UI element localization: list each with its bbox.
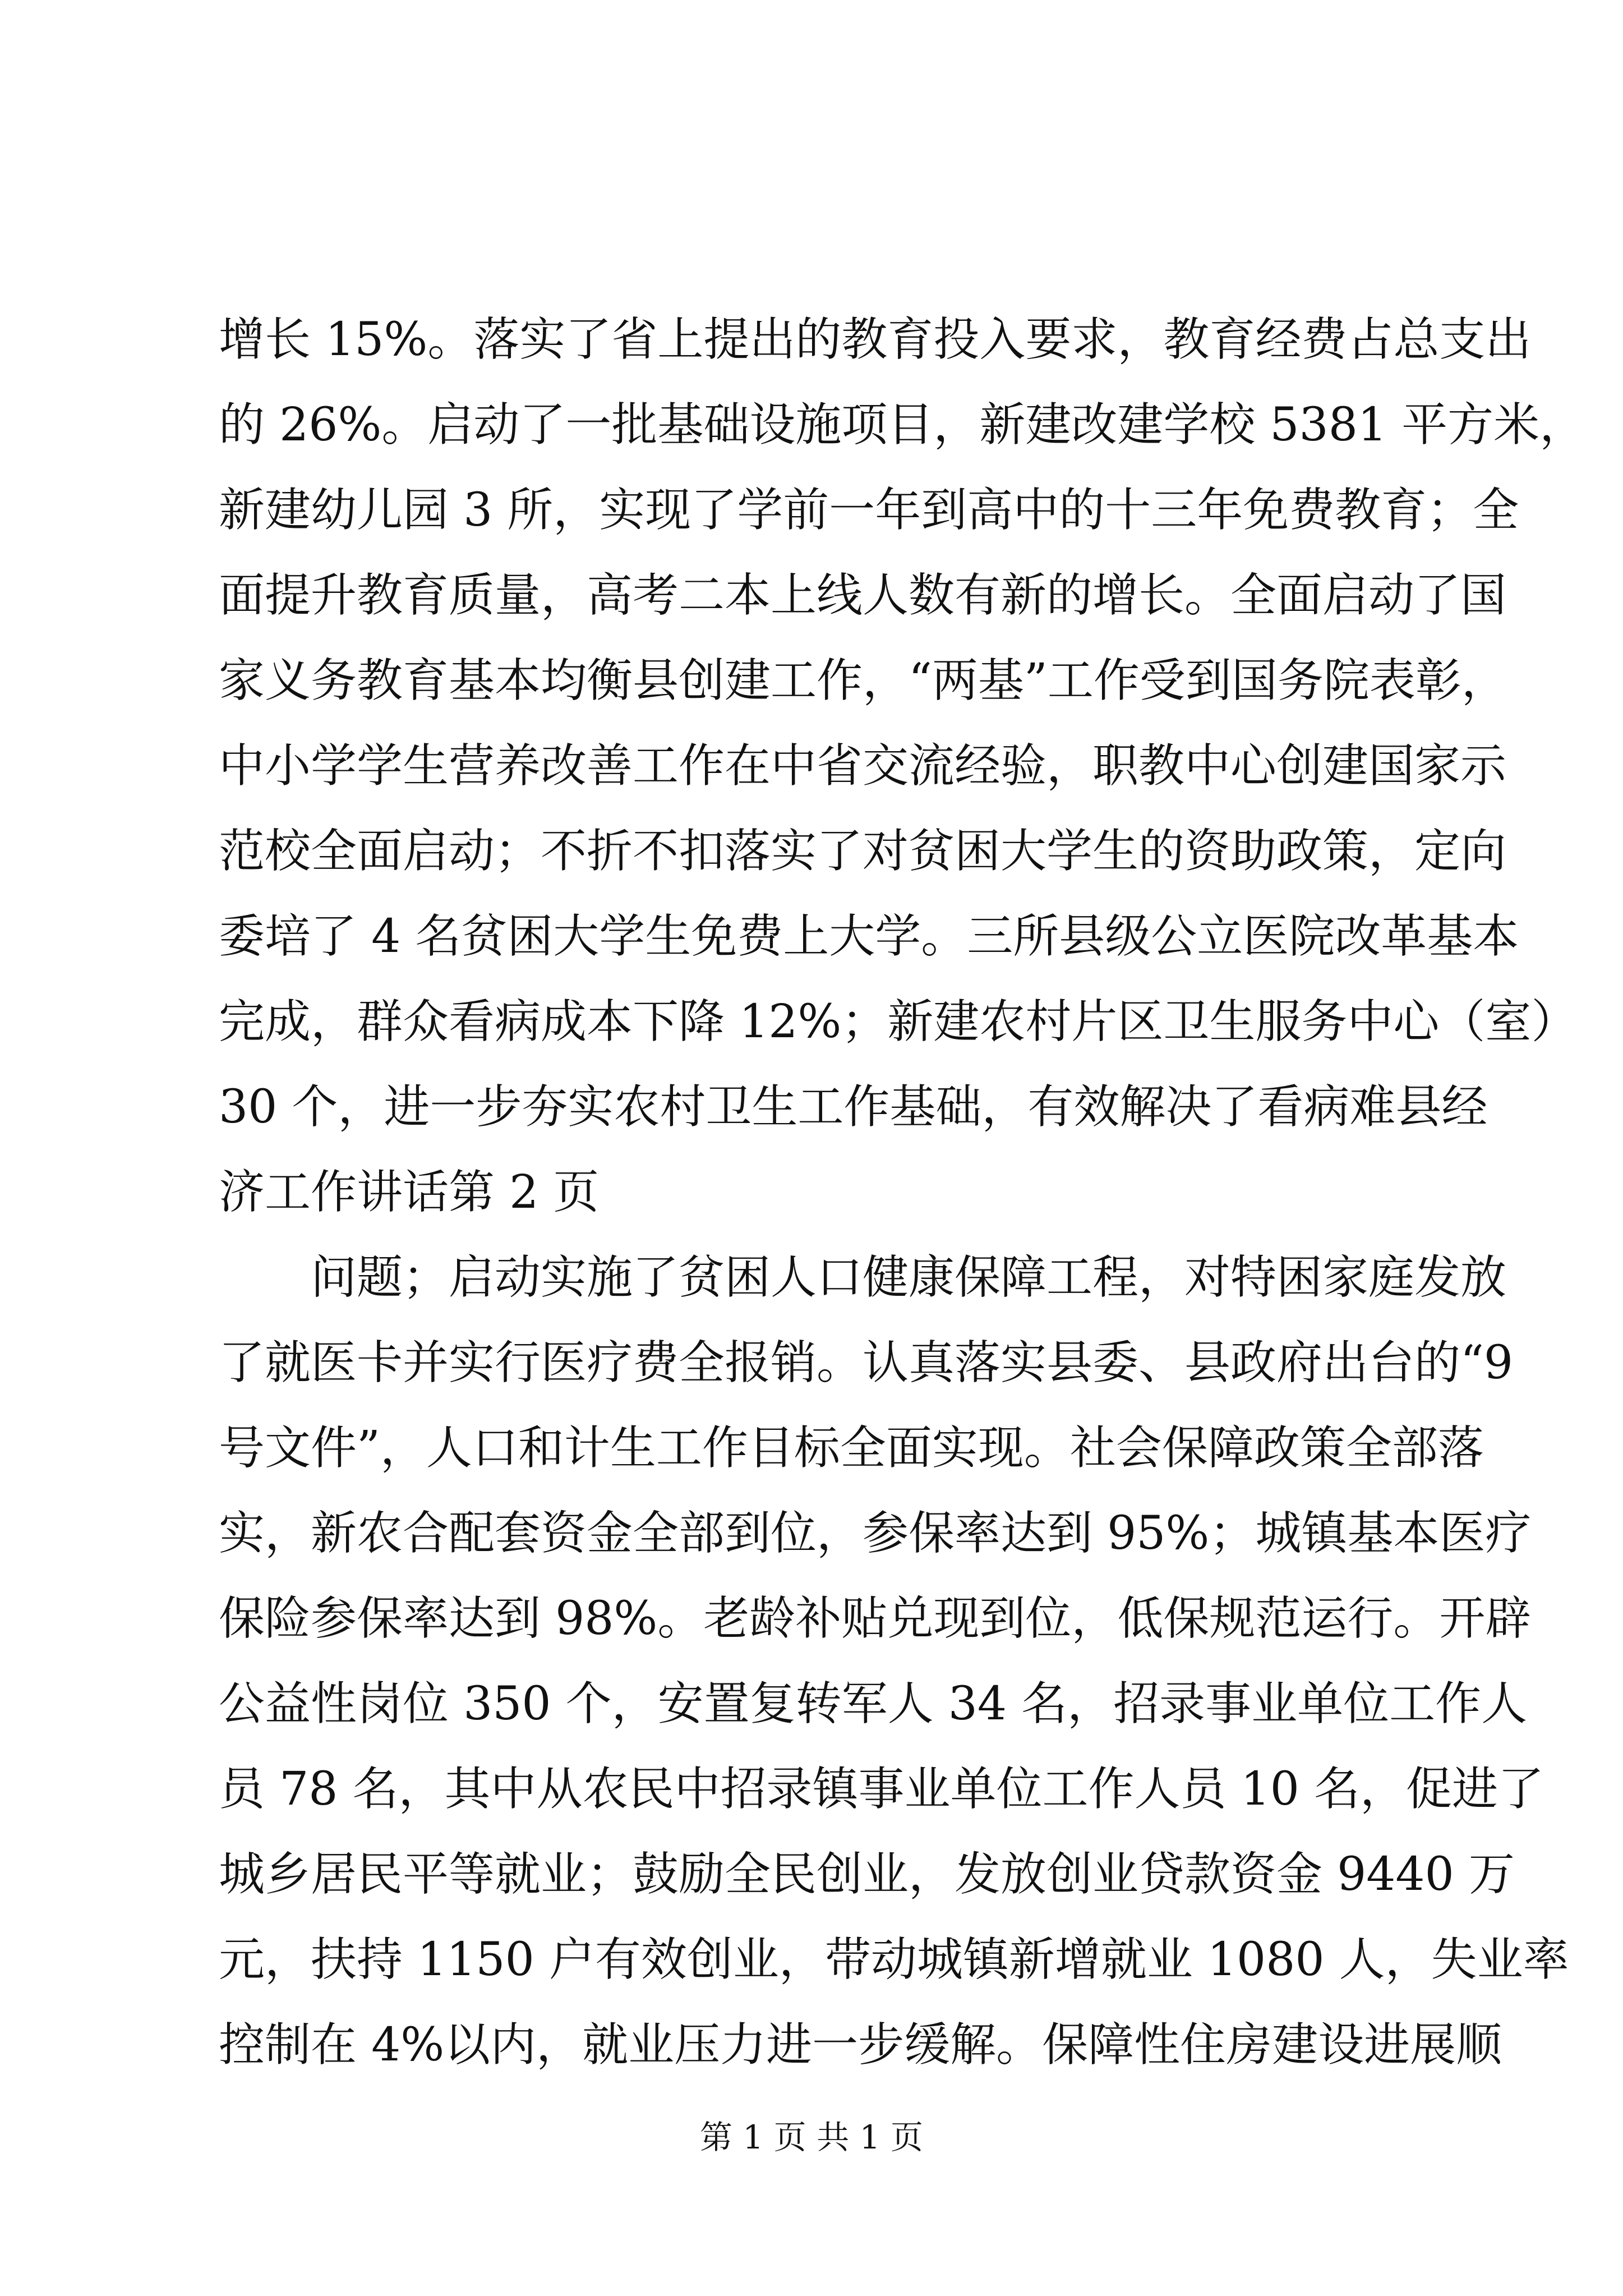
text-line: 城乡居民平等就业；鼓励全民创业，发放创业贷款资金 9440 万 — [219, 1848, 1515, 1901]
text-line: 控制在 4%以内，就业压力进一步缓解。保障性住房建设进展顺 — [219, 2018, 1502, 2072]
text-line: 30 个，进一步夯实农村卫生工作基础，有效解决了看病难县经 — [219, 1080, 1488, 1134]
text-line: 元，扶持 1150 户有效创业，带动城镇新增就业 1080 人，失业率 — [219, 1933, 1569, 1986]
paragraph-2 — [219, 1235, 1569, 2088]
text-line: 号文件”，人口和计生工作目标全面实现。社会保障政策全部落 — [219, 1421, 1484, 1475]
text-line: 范校全面启动；不折不扣落实了对贫困大学生的资助政策，定向 — [219, 825, 1507, 878]
text-line: 保险参保率达到 98%。老龄补贴兑现到位，低保规范运行。开辟 — [219, 1592, 1532, 1645]
text-line: 完成，群众看病成本下降 12%；新建农村片区卫生服务中心（室） — [219, 995, 1578, 1048]
text-line: 的 26%。启动了一批基础设施项目，新建改建学校 5381 平方米， — [219, 398, 1586, 452]
text-line: 新建幼儿园 3 所，实现了学前一年到高中的十三年免费教育；全 — [219, 484, 1519, 537]
text-line: 家义务教育基本均衡县创建工作，“两基”工作受到国务院表彰， — [219, 654, 1507, 707]
text-line: 中小学学生营养改善工作在中省交流经验，职教中心创建国家示 — [219, 739, 1507, 793]
text-line-indented: 问题；启动实施了贫困人口健康保障工程，对特困家庭发放 — [311, 1251, 1507, 1304]
text-line: 实，新农合配套资金全部到位，参保率达到 95%；城镇基本医疗 — [219, 1507, 1532, 1560]
page-footer: 第 1 页 共 1 页 — [700, 2118, 923, 2156]
document-body — [219, 297, 1586, 2088]
text-line: 济工作讲话第 2 页 — [219, 1166, 600, 1219]
text-line: 面提升教育质量，高考二本上线人数有新的增长。全面启动了国 — [219, 569, 1507, 622]
text-line: 员 78 名，其中从农民中招录镇事业单位工作人员 10 名，促进了 — [219, 1763, 1544, 1816]
paragraph-1 — [219, 297, 1586, 1235]
text-line: 增长 15%。落实了省上提出的教育投入要求，教育经费占总支出 — [219, 313, 1532, 366]
text-line: 公益性岗位 350 个，安置复转军人 34 名，招录事业单位工作人 — [219, 1677, 1528, 1731]
text-line: 委培了 4 名贫困大学生免费上大学。三所县级公立医院改革基本 — [219, 910, 1519, 963]
text-line: 了就医卡并实行医疗费全报销。认真落实县委、县政府出台的“9 — [219, 1336, 1514, 1389]
